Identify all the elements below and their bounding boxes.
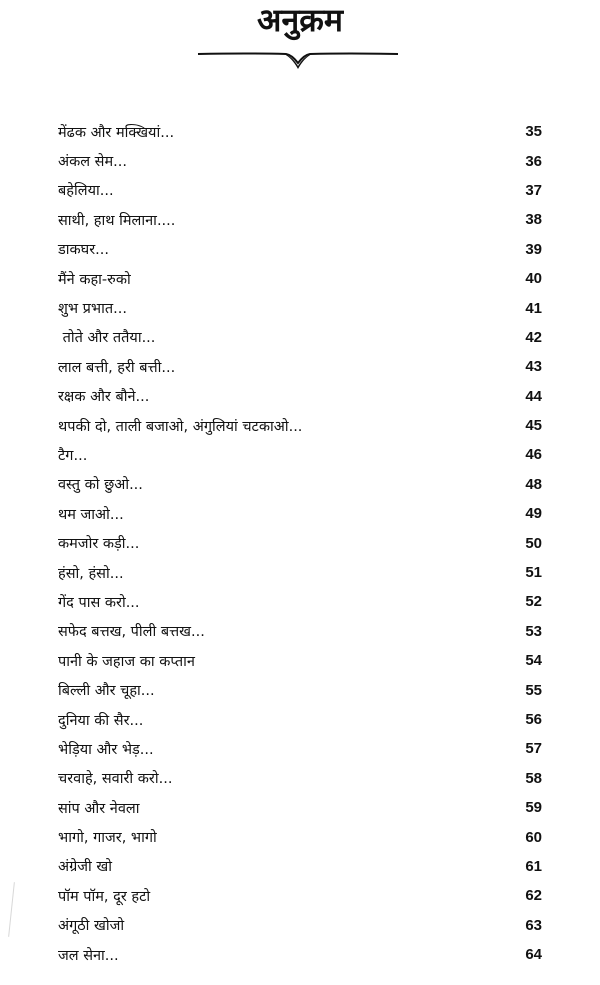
toc-row[interactable] bbox=[58, 264, 542, 293]
toc-row[interactable] bbox=[58, 146, 542, 175]
toc-row[interactable] bbox=[58, 852, 542, 881]
toc-entry-title: लाल बत्ती, हरी बत्ती... bbox=[58, 359, 176, 376]
toc-page-number: 57 bbox=[525, 740, 542, 758]
toc-page-number: 38 bbox=[525, 211, 542, 229]
toc-row[interactable] bbox=[58, 911, 542, 940]
toc-row[interactable] bbox=[58, 587, 542, 616]
toc-row[interactable] bbox=[58, 528, 542, 557]
toc-page-number: 49 bbox=[525, 505, 542, 523]
toc-entry-title: थपकी दो, ताली बजाओ, अंगुलियां चटकाओ... bbox=[58, 418, 303, 435]
toc-entry-title: सफेद बत्तख, पीली बत्तख... bbox=[58, 624, 205, 641]
toc-row[interactable] bbox=[58, 176, 542, 205]
toc-entry-title: तोते और ततैया... bbox=[58, 330, 156, 347]
toc-row[interactable] bbox=[58, 499, 542, 528]
toc-row[interactable] bbox=[58, 558, 542, 587]
toc-row[interactable] bbox=[58, 117, 542, 146]
toc-entry-title: हंसो, हंसो... bbox=[58, 565, 124, 582]
toc-page-number: 61 bbox=[525, 857, 542, 875]
toc-page-number: 42 bbox=[525, 328, 542, 346]
toc-page-number: 44 bbox=[525, 387, 542, 405]
toc-page-number: 54 bbox=[525, 652, 542, 670]
toc-row[interactable] bbox=[58, 352, 542, 381]
title-ornament-divider bbox=[196, 44, 400, 70]
toc-entry-title: जल सेना... bbox=[58, 947, 119, 964]
toc-entry-title: रक्षक और बौने... bbox=[58, 389, 150, 406]
toc-page-number: 52 bbox=[525, 593, 542, 611]
toc-row[interactable] bbox=[58, 822, 542, 851]
toc-row[interactable] bbox=[58, 793, 542, 822]
toc-page-number: 56 bbox=[525, 711, 542, 728]
toc-page-number: 43 bbox=[525, 358, 542, 376]
toc-row[interactable] bbox=[58, 411, 542, 440]
toc-entry-title: टैग... bbox=[58, 447, 88, 464]
toc-row[interactable] bbox=[58, 881, 542, 910]
toc-row[interactable] bbox=[58, 734, 542, 763]
toc-row[interactable] bbox=[58, 764, 542, 793]
toc-row[interactable] bbox=[58, 440, 542, 469]
toc-entry-title: बहेलिया... bbox=[58, 183, 114, 200]
toc-page-number: 55 bbox=[525, 681, 542, 699]
toc-row[interactable] bbox=[58, 705, 542, 734]
toc-row[interactable] bbox=[58, 675, 542, 704]
toc-entry-title: पानी के जहाज का कप्तान bbox=[58, 653, 195, 670]
toc-page-number: 41 bbox=[525, 299, 542, 317]
toc-entry-title: भेड़िया और भेड़... bbox=[58, 741, 154, 758]
toc-page-number: 51 bbox=[525, 564, 542, 582]
toc-entry-title: भागो, गाजर, भागो bbox=[58, 830, 157, 847]
toc-page-number: 48 bbox=[525, 475, 542, 493]
toc-page-number: 53 bbox=[525, 622, 542, 640]
page-title: अनुक्रम bbox=[257, 1, 343, 39]
toc-page-number: 60 bbox=[525, 828, 542, 846]
toc-entry-title: चरवाहे, सवारी करो... bbox=[58, 771, 173, 788]
toc-entry-title: थम जाओ... bbox=[58, 506, 124, 523]
scan-margin-mark bbox=[8, 882, 15, 937]
toc-entry-title: अंकल सेम... bbox=[58, 154, 127, 171]
toc-entry-title: सांप और नेवला bbox=[58, 800, 140, 817]
table-of-contents bbox=[58, 117, 542, 969]
toc-page-number: 45 bbox=[525, 417, 542, 435]
toc-entry-title: बिल्ली और चूहा... bbox=[58, 683, 155, 700]
toc-page-number: 63 bbox=[525, 916, 542, 934]
toc-page-number: 58 bbox=[525, 769, 542, 787]
toc-entry-title: अंग्रेजी खो bbox=[58, 859, 112, 876]
toc-entry-title: साथी, हाथ मिलाना.... bbox=[58, 212, 176, 229]
toc-entry-title: डाकघर... bbox=[58, 242, 109, 259]
toc-entry-title: दुनिया की सैर... bbox=[58, 712, 144, 729]
toc-entry-title: मेंढक और मक्खियां... bbox=[58, 124, 175, 141]
toc-page-number: 40 bbox=[525, 270, 542, 288]
toc-page-number: 35 bbox=[525, 123, 542, 141]
toc-page-number: 62 bbox=[525, 887, 542, 905]
toc-page-number: 59 bbox=[525, 799, 542, 817]
toc-row[interactable] bbox=[58, 940, 542, 969]
toc-page-number: 36 bbox=[525, 152, 542, 170]
toc-row[interactable] bbox=[58, 470, 542, 499]
toc-row[interactable] bbox=[58, 235, 542, 264]
toc-entry-title: मैंने कहा-रुको bbox=[58, 271, 131, 288]
toc-entry-title: वस्तु को छुओ... bbox=[58, 477, 143, 494]
toc-page-number: 46 bbox=[525, 446, 542, 464]
toc-page-number: 50 bbox=[525, 534, 542, 552]
toc-row[interactable] bbox=[58, 293, 542, 322]
toc-row[interactable] bbox=[58, 617, 542, 646]
toc-page-number: 64 bbox=[525, 946, 542, 964]
toc-entry-title: कमजोर कड़ी... bbox=[58, 536, 140, 553]
toc-entry-title: शुभ प्रभात... bbox=[58, 301, 127, 318]
toc-entry-title: गेंद पास करो... bbox=[58, 594, 140, 611]
toc-page-number: 39 bbox=[525, 240, 542, 258]
toc-row[interactable] bbox=[58, 205, 542, 234]
toc-entry-title: अंगूठी खोजो bbox=[58, 918, 125, 935]
toc-entry-title: पॉम पॉम, दूर हटो bbox=[58, 888, 151, 905]
toc-row[interactable] bbox=[58, 382, 542, 411]
toc-row[interactable] bbox=[58, 646, 542, 675]
toc-row[interactable] bbox=[58, 323, 542, 352]
toc-page-number: 37 bbox=[525, 181, 542, 199]
